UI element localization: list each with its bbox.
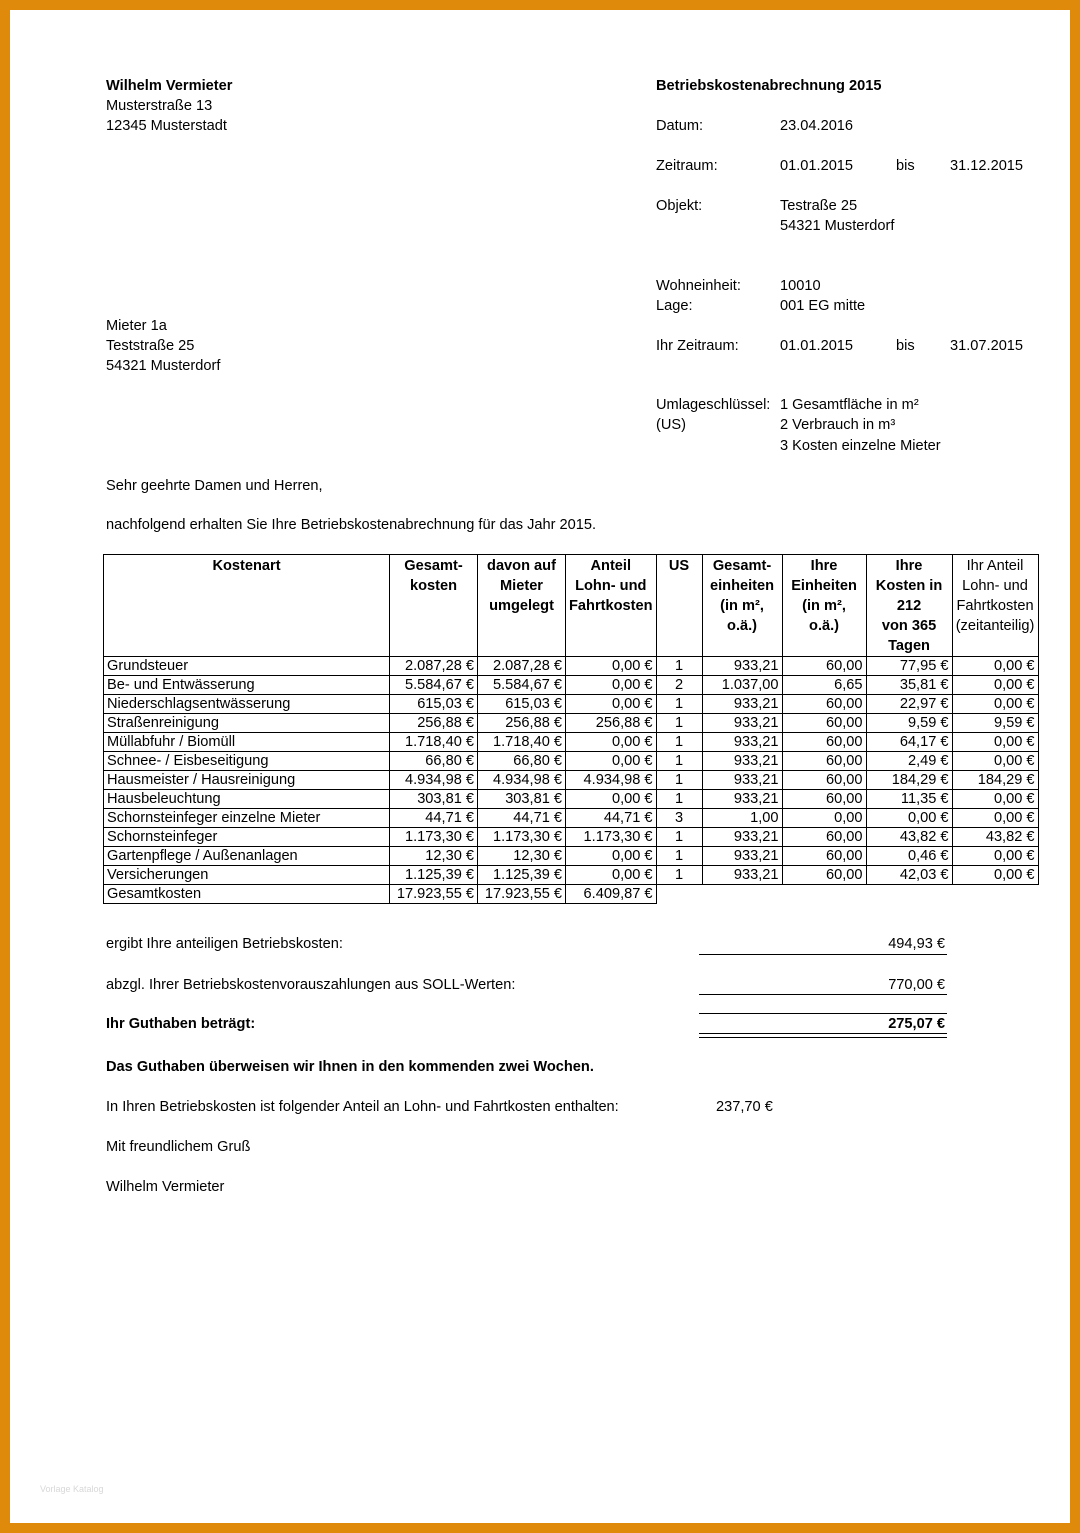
cost-table bbox=[103, 554, 1039, 904]
table-cell: 256,88 € bbox=[566, 714, 657, 733]
table-row bbox=[104, 714, 1039, 733]
table-row bbox=[104, 790, 1039, 809]
table-cell: 0,00 € bbox=[566, 847, 657, 866]
anteilig-label: ergibt Ihre anteiligen Betriebskosten: bbox=[106, 936, 343, 952]
umlage-label: Umlageschlüssel: bbox=[656, 397, 771, 413]
table-total-row bbox=[104, 885, 1039, 904]
col-header: Ihr Anteil Lohn- und Fahrtkosten (zeitanteilig) bbox=[952, 555, 1038, 657]
table-cell: 12,30 € bbox=[478, 847, 566, 866]
table-cell: 5.584,67 € bbox=[390, 676, 478, 695]
table-cell: Hausmeister / Hausreinigung bbox=[104, 771, 390, 790]
document-title: Betriebskostenabrechnung 2015 bbox=[656, 78, 882, 94]
table-cell: 933,21 bbox=[702, 771, 782, 790]
zeitraum-from: 01.01.2015 bbox=[780, 158, 854, 174]
table-row bbox=[104, 771, 1039, 790]
table-cell: 0,00 € bbox=[952, 695, 1038, 714]
objekt-city: 54321 Musterdorf bbox=[780, 218, 895, 234]
table-cell: 933,21 bbox=[702, 733, 782, 752]
datum-value: 23.04.2016 bbox=[780, 118, 854, 134]
voraus-label: abzgl. Ihrer Betriebskostenvorauszahlungen aus SOLL-Werten: bbox=[106, 977, 516, 993]
table-cell: Müllabfuhr / Biomüll bbox=[104, 733, 390, 752]
table-cell: 60,00 bbox=[782, 866, 866, 885]
table-cell: 933,21 bbox=[702, 790, 782, 809]
ihr-zeitraum-bis: bis bbox=[896, 338, 915, 354]
table-cell: 1 bbox=[656, 828, 702, 847]
table-cell: Hausbeleuchtung bbox=[104, 790, 390, 809]
table-cell: 1 bbox=[656, 771, 702, 790]
table-cell: 256,88 € bbox=[478, 714, 566, 733]
table-cell: 1 bbox=[656, 714, 702, 733]
umlage-key-2: 2 Verbrauch in m³ bbox=[780, 417, 896, 433]
ihr-zeitraum-to: 31.07.2015 bbox=[950, 338, 1024, 354]
table-cell: Be- und Entwässerung bbox=[104, 676, 390, 695]
greeting: Sehr geehrte Damen und Herren, bbox=[106, 478, 323, 494]
table-row bbox=[104, 657, 1039, 676]
table-cell: 42,03 € bbox=[866, 866, 952, 885]
col-header: Anteil Lohn- und Fahrtkosten bbox=[566, 555, 657, 657]
table-cell: 1.718,40 € bbox=[390, 733, 478, 752]
table-row bbox=[104, 866, 1039, 885]
table-cell: 60,00 bbox=[782, 828, 866, 847]
table-cell: 12,30 € bbox=[390, 847, 478, 866]
datum-label: Datum: bbox=[656, 118, 704, 134]
table-cell: 1.037,00 bbox=[702, 676, 782, 695]
table-cell: 0,00 € bbox=[566, 695, 657, 714]
table-cell: 66,80 € bbox=[478, 752, 566, 771]
table-cell: 44,71 € bbox=[478, 809, 566, 828]
table-cell: 0,46 € bbox=[866, 847, 952, 866]
table-cell: Schnee- / Eisbeseitigung bbox=[104, 752, 390, 771]
col-header: Kostenart bbox=[104, 555, 390, 657]
table-cell: 303,81 € bbox=[478, 790, 566, 809]
table-cell: Schornsteinfeger bbox=[104, 828, 390, 847]
wohneinheit-label: Wohneinheit: bbox=[656, 278, 741, 294]
table-cell: 35,81 € bbox=[866, 676, 952, 695]
table-cell: 0,00 € bbox=[952, 866, 1038, 885]
col-header: Ihre Kosten in 212 von 365 Tagen bbox=[866, 555, 952, 657]
total-cell: 6.409,87 € bbox=[566, 885, 657, 904]
sum-underline-1 bbox=[699, 954, 947, 955]
table-cell: 1 bbox=[656, 790, 702, 809]
table-cell: 184,29 € bbox=[952, 771, 1038, 790]
closing: Mit freundlichem Gruß bbox=[106, 1139, 251, 1155]
table-cell: 64,17 € bbox=[866, 733, 952, 752]
lohn-value: 237,70 € bbox=[716, 1099, 773, 1115]
table-cell: 77,95 € bbox=[866, 657, 952, 676]
lohn-note: In Ihren Betriebskosten ist folgender Anteil an Lohn- und Fahrtkosten enthalten: bbox=[106, 1099, 619, 1115]
table-cell: 933,21 bbox=[702, 828, 782, 847]
table-cell: 2 bbox=[656, 676, 702, 695]
table-row bbox=[104, 828, 1039, 847]
table-cell: Gartenpflege / Außenanlagen bbox=[104, 847, 390, 866]
guthaben-label: Ihr Guthaben beträgt: bbox=[106, 1016, 256, 1032]
total-blank-cell bbox=[952, 885, 1038, 904]
lage-value: 001 EG mitte bbox=[780, 298, 866, 314]
table-cell: 60,00 bbox=[782, 695, 866, 714]
intro-text: nachfolgend erhalten Sie Ihre Betriebskostenabrechnung für das Jahr 2015. bbox=[106, 517, 597, 533]
zeitraum-to: 31.12.2015 bbox=[950, 158, 1024, 174]
table-cell: 1 bbox=[656, 866, 702, 885]
umlage-key-1: 1 Gesamtfläche in m² bbox=[780, 397, 919, 413]
table-cell: 615,03 € bbox=[390, 695, 478, 714]
ihr-zeitraum-label: Ihr Zeitraum: bbox=[656, 338, 739, 354]
table-cell: 0,00 € bbox=[566, 676, 657, 695]
table-cell: 1 bbox=[656, 657, 702, 676]
table-cell: 933,21 bbox=[702, 714, 782, 733]
table-header-row bbox=[104, 555, 1039, 657]
sender-street: Musterstraße 13 bbox=[106, 98, 213, 114]
col-header: Gesamt- einheiten (in m², o.ä.) bbox=[702, 555, 782, 657]
sum-underline-2 bbox=[699, 994, 947, 995]
table-cell: 2.087,28 € bbox=[390, 657, 478, 676]
table-row bbox=[104, 809, 1039, 828]
sender-city: 12345 Musterstadt bbox=[106, 118, 227, 134]
guthaben-doubleline-1 bbox=[699, 1033, 947, 1034]
signature: Wilhelm Vermieter bbox=[106, 1179, 225, 1195]
table-cell: 1,00 bbox=[702, 809, 782, 828]
table-cell: 1.125,39 € bbox=[478, 866, 566, 885]
table-cell: 1 bbox=[656, 695, 702, 714]
table-cell: 615,03 € bbox=[478, 695, 566, 714]
table-cell: 0,00 € bbox=[952, 657, 1038, 676]
table-cell: Straßenreinigung bbox=[104, 714, 390, 733]
table-cell: 184,29 € bbox=[866, 771, 952, 790]
table-cell: 933,21 bbox=[702, 752, 782, 771]
table-cell: Schornsteinfeger einzelne Mieter bbox=[104, 809, 390, 828]
objekt-label: Objekt: bbox=[656, 198, 703, 214]
recipient-name: Mieter 1a bbox=[106, 318, 167, 334]
table-row bbox=[104, 752, 1039, 771]
lage-label: Lage: bbox=[656, 298, 693, 314]
guthaben-value: 275,07 € bbox=[888, 1016, 945, 1032]
table-cell: 43,82 € bbox=[952, 828, 1038, 847]
table-row bbox=[104, 676, 1039, 695]
table-cell: 0,00 € bbox=[566, 657, 657, 676]
table-cell: Niederschlagsentwässerung bbox=[104, 695, 390, 714]
table-cell: 1.718,40 € bbox=[478, 733, 566, 752]
table-cell: 11,35 € bbox=[866, 790, 952, 809]
table-row bbox=[104, 695, 1039, 714]
table-cell: 933,21 bbox=[702, 695, 782, 714]
table-cell: 303,81 € bbox=[390, 790, 478, 809]
table-cell: Versicherungen bbox=[104, 866, 390, 885]
transfer-note: Das Guthaben überweisen wir Ihnen in den kommenden zwei Wochen. bbox=[106, 1059, 594, 1075]
table-cell: 22,97 € bbox=[866, 695, 952, 714]
recipient-city: 54321 Musterdorf bbox=[106, 358, 221, 374]
table-cell: 43,82 € bbox=[866, 828, 952, 847]
total-blank-cell bbox=[702, 885, 782, 904]
total-cell: 17.923,55 € bbox=[390, 885, 478, 904]
table-cell: 44,71 € bbox=[390, 809, 478, 828]
table-cell: 60,00 bbox=[782, 733, 866, 752]
table-cell: 0,00 € bbox=[566, 733, 657, 752]
table-cell: 60,00 bbox=[782, 657, 866, 676]
umlage-label-us: (US) bbox=[656, 417, 686, 433]
total-blank-cell bbox=[656, 885, 702, 904]
table-cell: 0,00 € bbox=[952, 847, 1038, 866]
table-cell: 60,00 bbox=[782, 847, 866, 866]
table-cell: 0,00 € bbox=[566, 790, 657, 809]
table-cell: 0,00 bbox=[782, 809, 866, 828]
table-cell: 256,88 € bbox=[390, 714, 478, 733]
table-cell: 0,00 € bbox=[866, 809, 952, 828]
col-header: US bbox=[656, 555, 702, 657]
table-cell: 2.087,28 € bbox=[478, 657, 566, 676]
watermark: Vorlage Katalog bbox=[40, 1484, 104, 1494]
total-cell: Gesamtkosten bbox=[104, 885, 390, 904]
total-blank-cell bbox=[866, 885, 952, 904]
table-cell: 6,65 bbox=[782, 676, 866, 695]
table-cell: 5.584,67 € bbox=[478, 676, 566, 695]
table-cell: 3 bbox=[656, 809, 702, 828]
table-cell: 0,00 € bbox=[952, 790, 1038, 809]
table-cell: 0,00 € bbox=[952, 676, 1038, 695]
table-cell: Grundsteuer bbox=[104, 657, 390, 676]
table-cell: 1.173,30 € bbox=[566, 828, 657, 847]
table-cell: 60,00 bbox=[782, 771, 866, 790]
col-header: davon auf Mieter umgelegt bbox=[478, 555, 566, 657]
table-cell: 4.934,98 € bbox=[566, 771, 657, 790]
table-body bbox=[104, 657, 1039, 904]
zeitraum-label: Zeitraum: bbox=[656, 158, 718, 174]
total-cell: 17.923,55 € bbox=[478, 885, 566, 904]
recipient-street: Teststraße 25 bbox=[106, 338, 195, 354]
table-cell: 1 bbox=[656, 752, 702, 771]
table-row bbox=[104, 847, 1039, 866]
table-cell: 60,00 bbox=[782, 790, 866, 809]
voraus-value: 770,00 € bbox=[888, 977, 945, 993]
table-row bbox=[104, 733, 1039, 752]
table-cell: 933,21 bbox=[702, 657, 782, 676]
col-header: Ihre Einheiten (in m², o.ä.) bbox=[782, 555, 866, 657]
table-cell: 1 bbox=[656, 847, 702, 866]
table-cell: 1.173,30 € bbox=[478, 828, 566, 847]
table-cell: 66,80 € bbox=[390, 752, 478, 771]
table-cell: 1.125,39 € bbox=[390, 866, 478, 885]
total-blank-cell bbox=[782, 885, 866, 904]
table-cell: 2,49 € bbox=[866, 752, 952, 771]
table-cell: 0,00 € bbox=[566, 866, 657, 885]
table-cell: 9,59 € bbox=[866, 714, 952, 733]
umlage-key-3: 3 Kosten einzelne Mieter bbox=[780, 438, 941, 454]
sender-name: Wilhelm Vermieter bbox=[106, 78, 233, 94]
table-cell: 60,00 bbox=[782, 752, 866, 771]
guthaben-doubleline-2 bbox=[699, 1037, 947, 1038]
table-cell: 1 bbox=[656, 733, 702, 752]
ihr-zeitraum-from: 01.01.2015 bbox=[780, 338, 854, 354]
table-cell: 9,59 € bbox=[952, 714, 1038, 733]
table-cell: 933,21 bbox=[702, 866, 782, 885]
table-cell: 4.934,98 € bbox=[478, 771, 566, 790]
table-cell: 933,21 bbox=[702, 847, 782, 866]
table-cell: 0,00 € bbox=[952, 809, 1038, 828]
table-cell: 0,00 € bbox=[952, 733, 1038, 752]
wohneinheit-value: 10010 bbox=[780, 278, 821, 294]
table-cell: 60,00 bbox=[782, 714, 866, 733]
table-cell: 4.934,98 € bbox=[390, 771, 478, 790]
table-cell: 0,00 € bbox=[952, 752, 1038, 771]
col-header: Gesamt- kosten bbox=[390, 555, 478, 657]
anteilig-value: 494,93 € bbox=[888, 936, 945, 952]
zeitraum-bis: bis bbox=[896, 158, 915, 174]
table-cell: 1.173,30 € bbox=[390, 828, 478, 847]
objekt-street: Testraße 25 bbox=[780, 198, 858, 214]
table-cell: 0,00 € bbox=[566, 752, 657, 771]
table-cell: 44,71 € bbox=[566, 809, 657, 828]
